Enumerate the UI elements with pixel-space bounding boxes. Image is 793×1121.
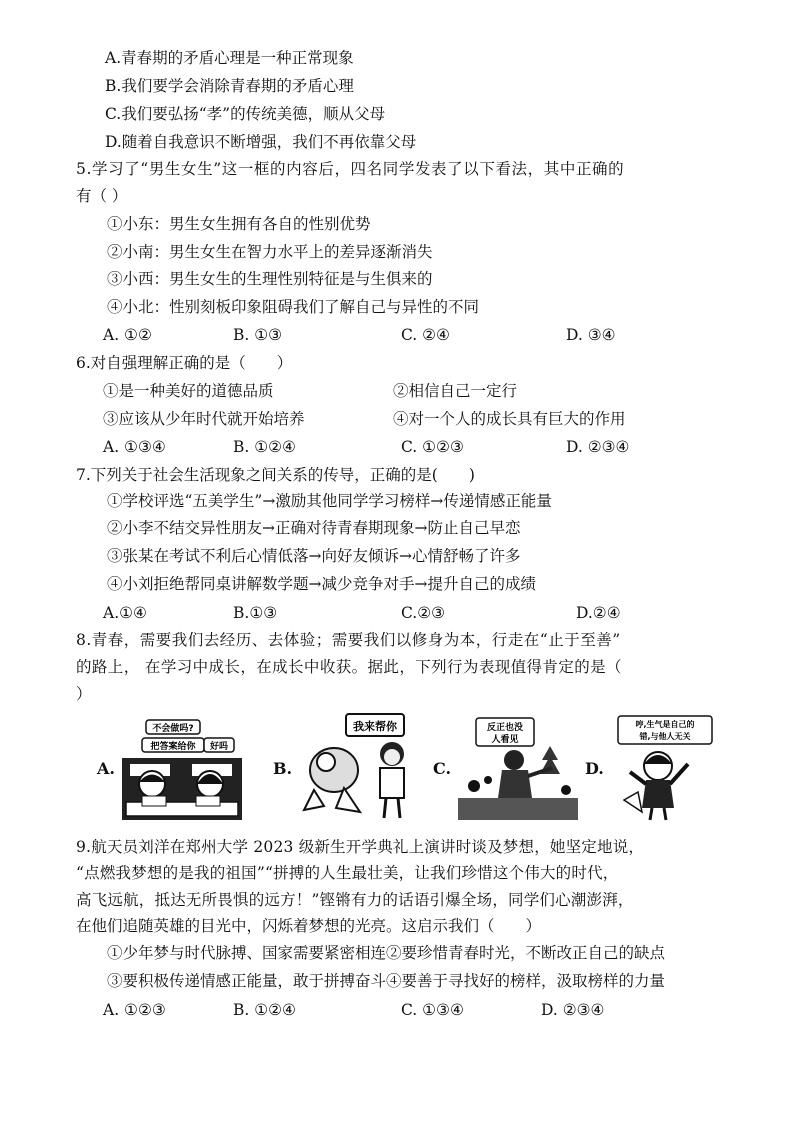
q8-picture-c-label: C. <box>433 759 452 778</box>
q8-picture-d-bubble-1: 哼,生气是自己的 <box>635 720 695 729</box>
q5-item-1: ①小东：男生女生拥有各自的性别优势 <box>107 215 371 233</box>
q4-option-d: D.随着自我意识不断增强，我们不再依靠父母 <box>105 133 417 151</box>
q9-choice-a: A. ①②③ <box>103 1001 166 1019</box>
q5-choice-c: C. ②④ <box>401 326 450 344</box>
q7-choice-b: B.①③ <box>233 604 278 622</box>
q8-picture-a-bubble-2: 把答案给你 <box>150 742 196 752</box>
q7-item-4: ④小刘拒绝帮同桌讲解数学题→减少竞争对手→提升自己的成绩 <box>107 575 536 593</box>
q8-picture-d-angry-student <box>608 712 720 822</box>
q5-stem-line1: 5.学习了“男生女生”这一框的内容后，四名同学发表了以下看法，其中正确的 <box>76 160 625 178</box>
q8-stem-line1: 8.青春，需要我们去经历、去体验；需要我们以修身为本，行走在“止于至善” <box>76 631 621 649</box>
q5-item-3: ③小西：男生女生的生理性别特征是与生俱来的 <box>107 270 433 288</box>
q9-choice-b: B. ①②④ <box>233 1001 296 1019</box>
q7-item-2: ②小李不结交异性朋友→正确对待青春期现象→防止自己早恋 <box>107 519 521 537</box>
q6-item-2: ②相信自己一定行 <box>393 382 518 400</box>
q6-choice-b: B. ①②④ <box>233 438 296 456</box>
q8-picture-d-label: D. <box>585 759 604 778</box>
q6-choice-a: A. ①③④ <box>103 438 166 456</box>
q9-choice-d: D. ②③④ <box>541 1001 605 1019</box>
q7-item-3: ③张某在考试不利后心情低落→向好友倾诉→心情舒畅了许多 <box>107 547 521 565</box>
q8-picture-c-bubble-1: 反正也没 <box>486 723 524 733</box>
q7-stem: 7.下列关于社会生活现象之间关系的传导，正确的是( ) <box>76 466 475 484</box>
q8-picture-b-bubble: 我来帮你 <box>353 720 397 733</box>
q7-choice-a: A.①④ <box>103 604 147 622</box>
q7-choice-d: D.②④ <box>576 604 621 622</box>
q8-picture-c-littering <box>458 716 578 820</box>
q7-item-1: ①学校评选“五美学生”→激励其他同学学习榜样→传递情感正能量 <box>107 492 552 510</box>
q9-stem-line4: 在他们追随英雄的目光中，闪烁着梦想的光亮。这启示我们（ ） <box>76 917 542 935</box>
q4-option-b: B.我们要学会消除青春期的矛盾心理 <box>105 77 354 95</box>
q9-items-line1: ①少年梦与时代脉搏、国家需要紧密相连②要珍惜青春时光，不断改正自己的缺点 <box>107 944 666 962</box>
q7-choice-c: C.②③ <box>401 604 446 622</box>
q9-stem-line1: 9.航天员刘洋在郑州大学 2023 级新生开学典礼上演讲时谈及梦想，她坚定地说， <box>76 838 645 856</box>
q6-choice-d: D. ②③④ <box>566 438 630 456</box>
q5-choice-d: D. ③④ <box>566 326 616 344</box>
q6-choice-c: C. ①②③ <box>401 438 464 456</box>
q8-picture-a-students-cheating <box>122 712 242 820</box>
q6-item-4: ④对一个人的成长具有巨大的作用 <box>393 410 626 428</box>
q8-picture-a-bubble-1: 不会做吗? <box>152 724 194 734</box>
q9-stem-line2: “点燃我梦想的是我的祖国”“拼搏的人生最壮美，让我们珍惜这个伟大的时代， <box>76 864 619 882</box>
q5-item-2: ②小南：男生女生在智力水平上的差异逐渐消失 <box>107 243 433 261</box>
q6-stem: 6.对自强理解正确的是（ ） <box>76 354 293 372</box>
q5-choice-a: A. ①② <box>103 326 152 344</box>
q6-item-3: ③应该从少年时代就开始培养 <box>103 410 305 428</box>
q8-picture-b-helping-fallen-person <box>294 710 424 822</box>
q8-picture-a-label: A. <box>97 759 115 778</box>
q9-stem-line3: 高飞远航，抵达无所畏惧的远方！”铿锵有力的话语引爆全场，同学们心潮澎湃， <box>76 891 634 909</box>
q8-picture-c-bubble-2: 人看见 <box>491 735 519 745</box>
q8-stem-line3: ） <box>76 685 92 703</box>
q5-stem-line2: 有（ ） <box>76 187 128 205</box>
q9-items-line2: ③要积极传递情感正能量，敢于拼搏奋斗④要善于寻找好的榜样，汲取榜样的力量 <box>107 972 666 990</box>
q4-option-a: A.青春期的矛盾心理是一种正常现象 <box>105 49 354 67</box>
q5-item-4: ④小北：性别刻板印象阻碍我们了解自己与异性的不同 <box>107 298 480 316</box>
q5-choice-b: B. ①③ <box>233 326 283 344</box>
q8-picture-d-bubble-2: 错,与他人无关 <box>639 732 691 741</box>
q9-choice-c: C. ①③④ <box>401 1001 464 1019</box>
q8-picture-a-bubble-3: 好吗 <box>209 742 229 752</box>
q8-picture-b-label: B. <box>273 759 293 778</box>
q4-option-c: C.我们要弘扬“孝”的传统美德，顺从父母 <box>105 105 386 123</box>
q6-item-1: ①是一种美好的道德品质 <box>103 382 274 400</box>
q8-stem-line2: 的路上， 在学习中成长，在成长中收获。据此，下列行为表现值得肯定的是（ <box>76 658 622 676</box>
